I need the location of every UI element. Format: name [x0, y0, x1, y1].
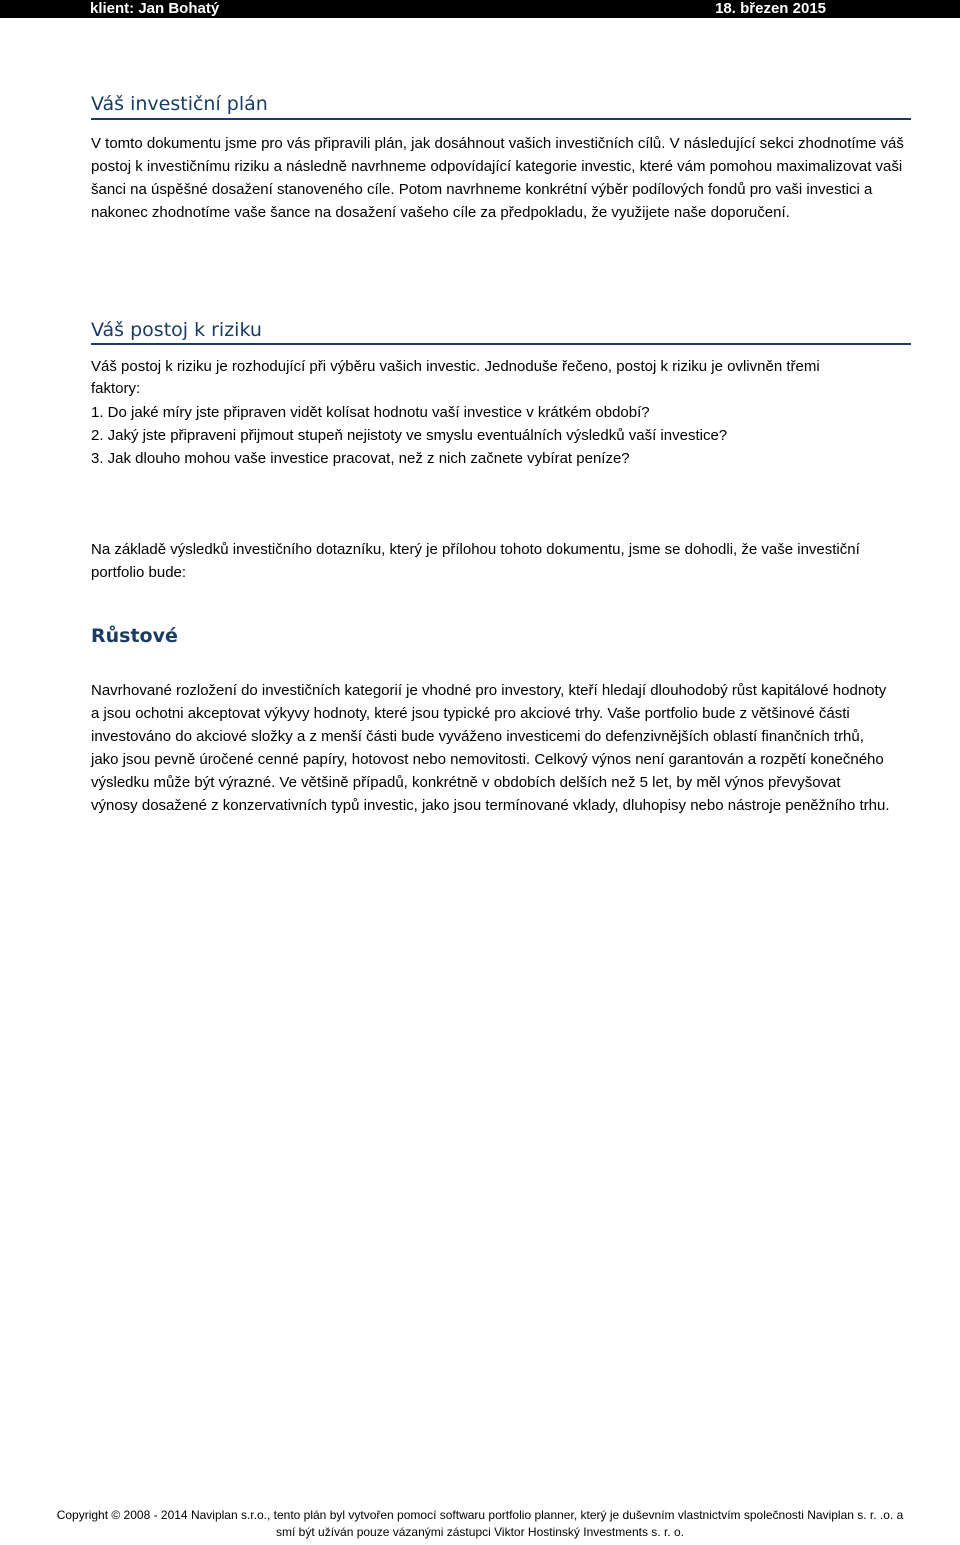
portfolio-description: Navrhované rozložení do investičních kategorií je vhodné pro investory, kteří hledají dlouhodobý růst kapitálové hodnoty a jsou ochotni akceptovat výkyvy hodnoty, které jsou typické pro akciové trhy. Vaše portfolio bude z většinové části investováno do akciové složky a z menší části bude vyváženo investicemi do defenzivnějších oblastí finančních trhů, jako jsou pevně úročené cenné papíry, hotovost nebo nemovitosti. Celkový výnos není garantován a rozpětí konečného výsledku může být výrazné. Ve většině případů, konkrétně v obdobích delších než 5 let, by měl výnos převyšovat výnosy dosažené z konzervativních typů investic, jako jsou termínované vklady, dluhopisy nebo nástroje peněžního trhu. [91, 682, 890, 814]
risk-factor-item: 1. Do jaké míry jste připraven vidět kolísat hodnotu vaší investice v krátkém období? [91, 404, 650, 421]
portfolio-type-title: Růstové [91, 625, 178, 647]
plan-intro-text: V tomto dokumentu jsme pro vás připravili plán, jak dosáhnout vašich investičních cílů. V následující sekci zhodnotíme váš postoj k investičnímu riziku a následně navrhneme odpovídající kategorie investic, které vám pomohou maximalizovat vaši šanci na úspěšné dosažení stanoveného cíle. Potom navrhneme konkrétní výběr podílových fondů pro vaši investici a nakonec zhodnotíme vaše šance na dosažení vašeho cíle za předpokladu, že využijete naše doporučení. [91, 135, 904, 221]
risk-factor-item: 2. Jaký jste připraveni přijmout stupeň nejistoty ve smyslu eventuálních výsledků vaší investice? [91, 427, 728, 444]
risk-factor-item: 3. Jak dlouho mohou vaše investice pracovat, než z nich začnete vybírat peníze? [91, 450, 630, 467]
questionnaire-result-text: Na základě výsledků investičního dotazníku, který je přílohou tohoto dokumentu, jsme se dohodli, že vaše investiční portfolio bude: [91, 541, 860, 581]
footer-line: Copyright © 2008 - 2014 Naviplan s.r.o., tento plán byl vytvořen pomocí softwaru portfolio planner, který je duševním vlastnictvím společnosti Naviplan s. r. .o. a [56, 1508, 904, 1522]
client-name: klient: Jan Bohatý [90, 0, 220, 17]
risk-factor-list [91, 401, 911, 470]
risk-title: Váš postoj k riziku [91, 319, 262, 341]
risk-intro-text: Váš postoj k riziku je rozhodující při výběru vašich investic. Jednoduše řečeno, postoj k riziku je ovlivněn třemi faktory: [91, 358, 820, 397]
document-header [0, 0, 960, 18]
footer-line: smí být užíván pouze vázanými zástupci Viktor Hostinský Investments s. r. o. [276, 1525, 684, 1539]
copyright-footer [0, 1507, 960, 1541]
plan-title: Váš investiční plán [91, 93, 268, 115]
plan-title-rule [91, 118, 911, 120]
document-date: 18. březen 2015 [715, 0, 826, 17]
risk-title-rule [91, 343, 911, 345]
